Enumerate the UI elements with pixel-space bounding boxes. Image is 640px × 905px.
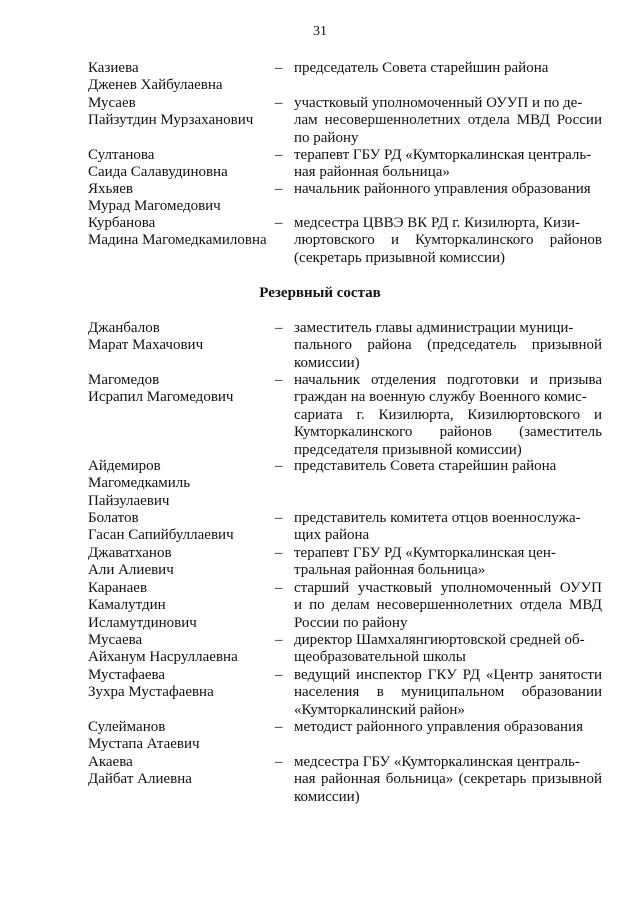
member-role-line: участковый уполномоченный ОУУП и по де- <box>294 95 583 111</box>
member-name <box>88 632 268 667</box>
member-role-line: и по делам несовершеннолетних отдела МВД <box>294 597 602 614</box>
member-role <box>294 181 602 198</box>
member-role-line: начальник отделения подготовки и призыва <box>294 372 602 388</box>
member-name-line: Камалутдин <box>88 597 166 614</box>
member-role <box>294 320 602 372</box>
member-name-line: Акаева <box>88 754 133 770</box>
member-name-line: Мустапа Атаевич <box>88 736 200 753</box>
member-name-line: Каранаев <box>88 580 148 596</box>
member-name <box>88 580 268 632</box>
member-name-line: Курбанова <box>88 215 156 231</box>
member-name <box>88 147 268 182</box>
dash-separator: – <box>275 60 283 76</box>
member-name-line: Магомедов <box>88 372 160 388</box>
member-name-line: Джанбалов <box>88 320 160 336</box>
dash-separator: – <box>275 95 283 111</box>
member-name-line: Болатов <box>88 510 139 526</box>
member-role-line: представитель Совета старейшин района <box>294 458 557 474</box>
member-role <box>294 372 602 459</box>
member-name <box>88 95 268 130</box>
member-role <box>294 147 602 182</box>
member-role <box>294 95 602 147</box>
member-role <box>294 458 602 475</box>
member-name-line: Исрапил Магомедович <box>88 389 234 406</box>
member-name-line: Мусаева <box>88 632 143 648</box>
member-role-line: (секретарь призывной комиссии) <box>294 249 505 266</box>
dash-separator: – <box>275 458 283 474</box>
member-name-line: Мурад Магомедович <box>88 198 221 215</box>
member-role-line: ная районная больница» <box>294 164 450 181</box>
member-name-line: Гасан Сапийбуллаевич <box>88 527 234 544</box>
page-number: 31 <box>313 24 327 39</box>
member-role-line: старший участковый уполномоченный ОУУП <box>294 580 602 596</box>
member-name <box>88 667 268 702</box>
dash-separator: – <box>275 181 283 197</box>
member-role-line: заместитель главы администрации муници- <box>294 320 574 336</box>
member-role <box>294 754 602 806</box>
member-role <box>294 510 602 545</box>
dash-separator: – <box>275 320 283 336</box>
member-name-line: Дайбат Алиевна <box>88 771 192 788</box>
member-role-line: тральная районная больница» <box>294 562 486 579</box>
member-name <box>88 510 268 545</box>
member-name-line: Пайзутдин Мурзаханович <box>88 112 254 129</box>
member-name <box>88 372 268 407</box>
dash-separator: – <box>275 545 283 561</box>
member-role-line: директор Шамхалянгиюртовской средней об- <box>294 632 585 648</box>
member-role-line: щеобразовательной школы <box>294 649 466 666</box>
dash-separator: – <box>275 510 283 526</box>
member-role-line: представитель комитета отцов военнослужа- <box>294 510 581 526</box>
member-role-line: люртовского и Кумторкалинского районов <box>294 232 602 249</box>
dash-separator: – <box>275 632 283 648</box>
member-name-line: Зухра Мустафаевна <box>88 684 214 701</box>
member-name <box>88 181 268 216</box>
member-name-line: Мадина Магомедкамиловна <box>88 232 267 249</box>
member-role <box>294 60 602 77</box>
member-name-line: Султанова <box>88 147 155 163</box>
member-role <box>294 719 602 736</box>
member-role <box>294 667 602 719</box>
member-name <box>88 215 268 250</box>
member-name-line: Пайзулаевич <box>88 492 170 509</box>
member-role-line: медсестра ЦВВЭ ВК РД г. Кизилюрта, Кизи- <box>294 215 581 231</box>
dash-separator: – <box>275 719 283 735</box>
member-name <box>88 60 268 95</box>
dash-separator: – <box>275 372 283 388</box>
dash-separator: – <box>275 667 283 683</box>
dash-separator: – <box>275 147 283 163</box>
member-role-line: терапевт ГБУ РД «Кумторкалинская цен- <box>294 545 556 561</box>
dash-separator: – <box>275 215 283 231</box>
member-role-line: щих района <box>294 527 370 544</box>
member-name <box>88 545 268 580</box>
member-role-line: граждан на военную службу Военного комис- <box>294 389 587 406</box>
member-name-line: Яхьяев <box>88 181 133 197</box>
section-title: Резервный состав <box>259 285 381 301</box>
member-role-line: медсестра ГБУ «Кумторкалинская централь- <box>294 754 580 770</box>
member-role-line: терапевт ГБУ РД «Кумторкалинская централь- <box>294 147 592 163</box>
member-role-line: по району <box>294 129 359 146</box>
member-role-line: ная районная больница» (секретарь призывной <box>294 771 602 788</box>
member-role <box>294 580 602 632</box>
member-role-line: комиссии) <box>294 788 360 805</box>
member-name-line: Казиева <box>88 60 139 76</box>
member-role-line: населения в муниципальном образовании <box>294 684 602 701</box>
member-name-line: Мустафаева <box>88 667 166 683</box>
member-role-line: начальник районного управления образования <box>294 181 591 197</box>
member-role-line: лам несовершеннолетних отдела МВД России <box>294 112 602 129</box>
member-role-line: председатель Совета старейшин района <box>294 60 549 76</box>
dash-separator: – <box>275 580 283 596</box>
member-name <box>88 719 268 754</box>
member-name-line: Джаватханов <box>88 545 172 561</box>
member-role-line: сариата г. Кизилюрта, Кизилюртовского и <box>294 406 602 423</box>
member-name-line: Мусаев <box>88 95 136 111</box>
member-name <box>88 458 268 510</box>
member-name-line: Исламутдинович <box>88 614 197 631</box>
member-name-line: Магомедкамиль <box>88 475 191 492</box>
member-role-line: методист районного управления образования <box>294 719 584 735</box>
member-role-line: комиссии) <box>294 354 360 371</box>
member-role-line: председателя призывной комиссии) <box>294 441 522 458</box>
member-role <box>294 215 602 267</box>
member-role-line: Кумторкалинского районов (заместитель <box>294 424 602 441</box>
member-role-line: ведущий инспектор ГКУ РД «Центр занятости <box>294 667 602 683</box>
member-role-line: России по району <box>294 614 408 631</box>
member-name-line: Айханум Насруллаевна <box>88 649 238 666</box>
member-name-line: Али Алиевич <box>88 562 174 579</box>
member-name-line: Айдемиров <box>88 458 161 474</box>
member-role-line: «Кумторкалинский район» <box>294 701 465 718</box>
member-role <box>294 545 602 580</box>
member-role-line: пального района (председатель призывной <box>294 337 602 354</box>
member-name-line: Сулейманов <box>88 719 166 735</box>
member-role <box>294 632 602 667</box>
member-name-line: Саида Салавудиновна <box>88 164 228 181</box>
member-name-line: Марат Махачович <box>88 337 204 354</box>
dash-separator: – <box>275 754 283 770</box>
member-name-line: Дженев Хайбулаевна <box>88 77 223 94</box>
member-name <box>88 754 268 789</box>
member-name <box>88 320 268 355</box>
